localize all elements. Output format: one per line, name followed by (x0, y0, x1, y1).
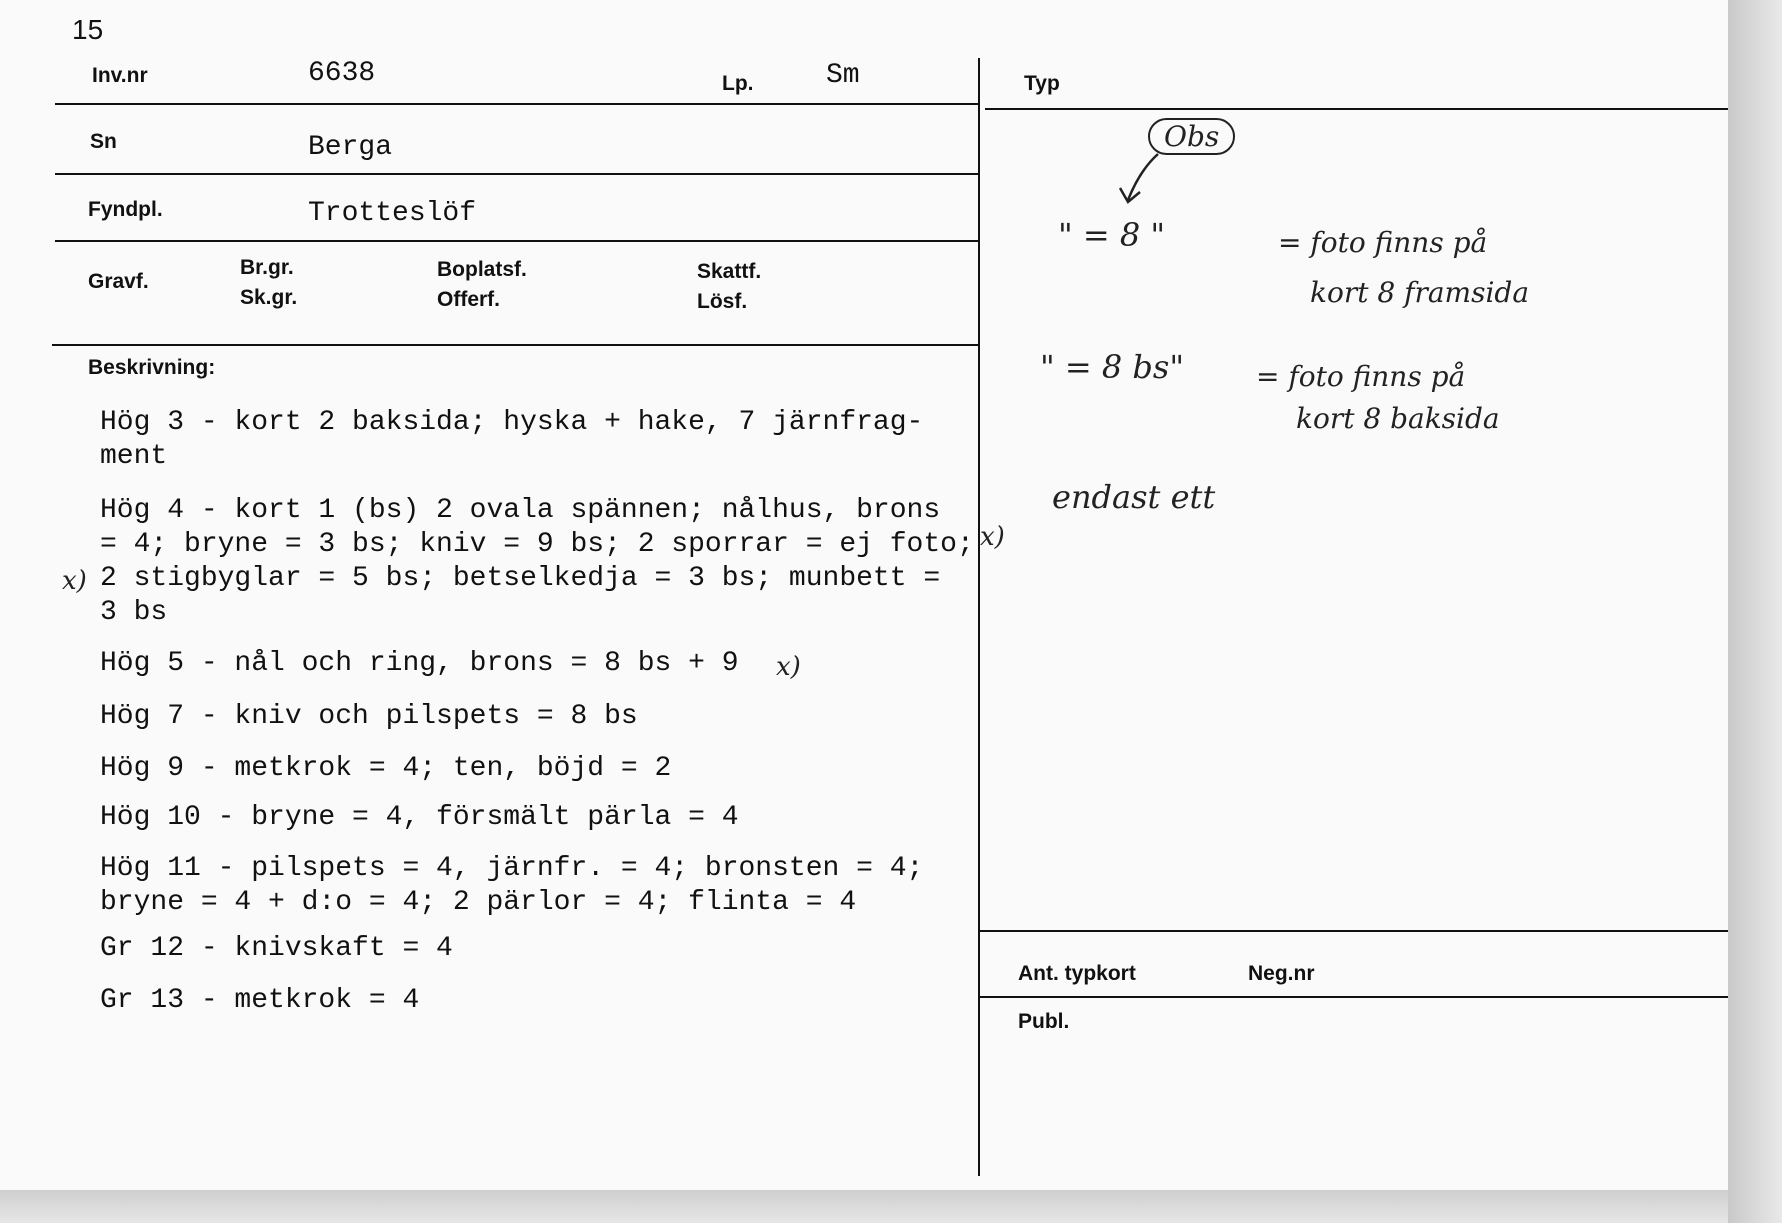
description-line: Gr 13 - metkrok = 4 (100, 985, 420, 1016)
handwritten-note2-right-1: = foto finns på (1256, 360, 1466, 393)
scan-shadow-bottom (0, 1190, 1782, 1223)
handwritten-note1-right-2: kort 8 framsida (1310, 276, 1530, 309)
handwritten-mark-left: x) (62, 566, 87, 596)
losf-label: Lösf. (697, 290, 748, 313)
handwritten-note1-right-1: = foto finns på (1278, 226, 1488, 259)
lp-label: Lp. (722, 72, 754, 95)
description-line: Hög 4 - kort 1 (bs) 2 ovala spännen; nålhus, brons = 4; bryne = 3 bs; kniv = 9 bs; 2 sporrar = ej foto; 2 stigbyglar = 5 bs; betselkedja = 3 bs; munbett = 3 bs (100, 495, 974, 628)
handwritten-note3: endast ett (1052, 478, 1216, 516)
description-line: Hög 11 - pilspets = 4, järnfr. = 4; bronsten = 4; bryne = 4 + d:o = 4; 2 pärlor = 4; flinta = 4 (100, 853, 924, 918)
rule-row1 (55, 103, 978, 105)
inv-nr-value: 6638 (308, 58, 376, 89)
handwritten-note2-left: " = 8 bs" (1040, 348, 1185, 386)
rule-row2 (55, 173, 978, 175)
description-line: Hög 3 - kort 2 baksida; hyska + hake, 7 järnfrag- ment (100, 407, 924, 472)
rule-row3 (55, 240, 978, 242)
fyndpl-label: Fyndpl. (88, 198, 163, 221)
handwritten-obs: Obs (1148, 118, 1235, 155)
offerf-label: Offerf. (437, 288, 500, 311)
inv-nr-label: Inv.nr (92, 64, 148, 87)
description-line: Hög 9 - metkrok = 4; ten, böjd = 2 (100, 753, 672, 784)
description-line: Hög 5 - nål och ring, brons = 8 bs + 9 (100, 648, 739, 679)
description-line: Hög 7 - kniv och pilspets = 8 bs (100, 701, 638, 732)
publ-label: Publ. (1018, 1010, 1070, 1033)
scan-shadow-right (1728, 0, 1782, 1223)
description-line: Gr 12 - knivskaft = 4 (100, 933, 453, 964)
beskrivning-label: Beskrivning: (88, 356, 216, 379)
brgr-label: Br.gr. (240, 256, 294, 279)
handwritten-mark-right: x) (980, 522, 1005, 552)
boplatsf-label: Boplatsf. (437, 258, 527, 281)
typ-label: Typ (1024, 72, 1060, 95)
description-line: Hög 10 - bryne = 4, försmält pärla = 4 (100, 802, 739, 833)
rule-typkort-bottom (980, 996, 1728, 998)
gravf-label: Gravf. (88, 270, 149, 293)
lp-value: Sm (826, 60, 860, 91)
rule-typkort-top (980, 930, 1728, 932)
skgr-label: Sk.gr. (240, 286, 298, 309)
handwritten-mark-hog5: x) (776, 652, 801, 682)
sn-value: Berga (308, 132, 393, 163)
handwritten-note1-left: " = 8 " (1058, 216, 1166, 254)
rule-row4 (52, 344, 978, 346)
handwritten-note2-right-2: kort 8 baksida (1296, 402, 1500, 435)
ant-typkort-label: Ant. typkort (1018, 962, 1136, 985)
fyndpl-value: Trotteslöf (308, 198, 477, 229)
skattf-label: Skattf. (697, 260, 762, 283)
column-divider (978, 58, 980, 1176)
rule-typ (985, 108, 1728, 110)
card-number: 15 (72, 14, 104, 45)
handwritten-arrow-icon (1118, 150, 1168, 210)
neg-nr-label: Neg.nr (1248, 962, 1315, 985)
sn-label: Sn (90, 130, 117, 153)
